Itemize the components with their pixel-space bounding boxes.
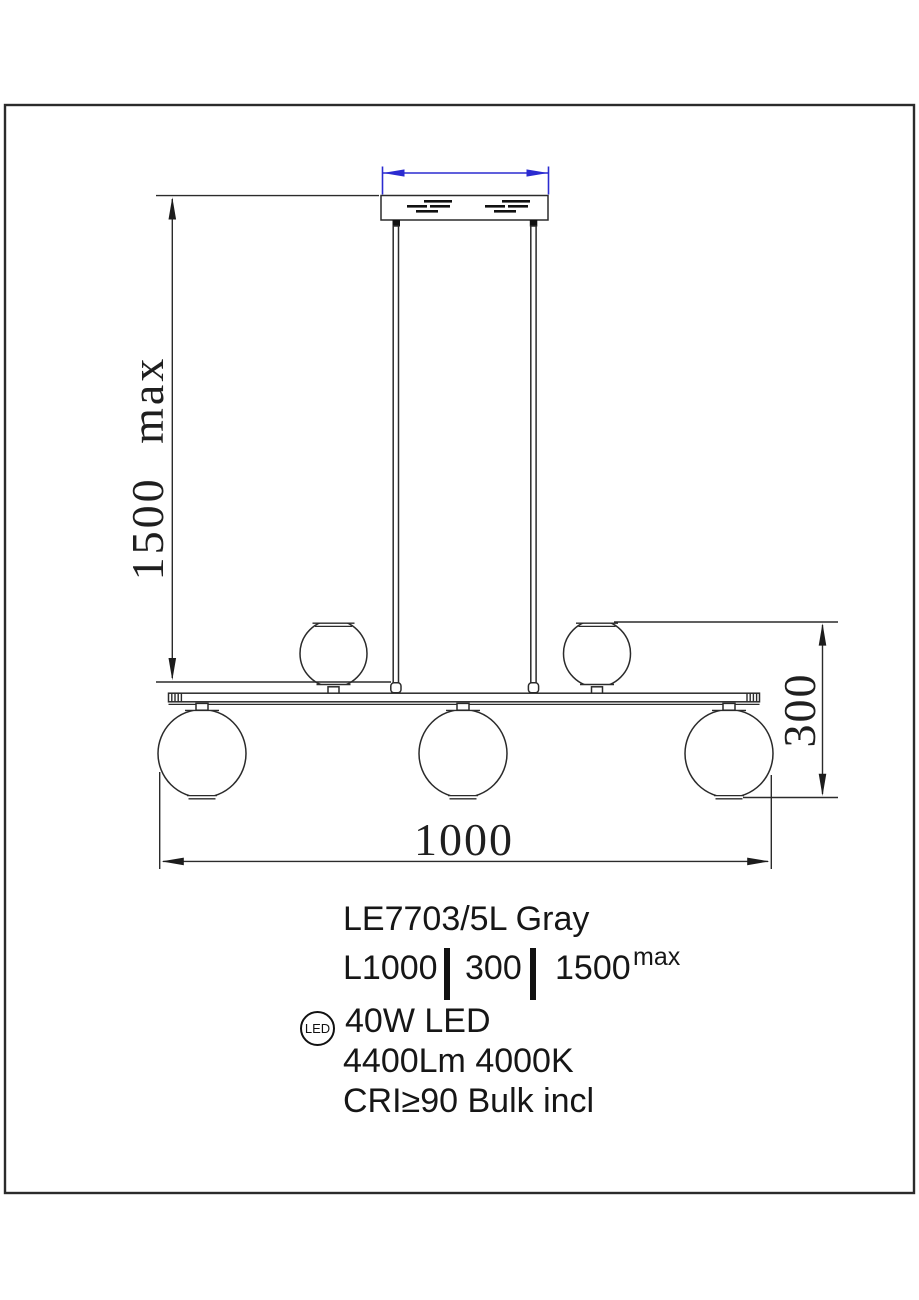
upper-globe-right (562, 617, 632, 694)
canopy-dimension-highlight (383, 167, 549, 195)
led-badge-label: LED (304, 1021, 331, 1036)
dimension-label-length: 1000 (414, 814, 514, 865)
dimension-label-drop: 300 (774, 672, 825, 748)
dim-arrow-left-icon (383, 169, 405, 176)
spec-power: 40W LED (345, 1002, 491, 1040)
dim-arrow-left-icon (162, 858, 184, 866)
lower-globe-right (685, 703, 773, 800)
spec-separator (530, 948, 536, 1000)
led-badge-icon (300, 1011, 335, 1046)
cable-connector-left (391, 683, 401, 693)
lower-globe-left (158, 703, 246, 800)
suspension-cable-left (393, 226, 398, 684)
suspension-cable-right (531, 226, 536, 684)
dim-arrow-up-icon (169, 197, 177, 219)
dim-arrow-down-icon (169, 658, 177, 680)
model-name: LE7703/5L Gray (343, 900, 590, 938)
spec-lumen-temp: 4400Lm 4000K (343, 1042, 574, 1080)
spec-separator (444, 948, 450, 1000)
dimension-label-height: 1500 max (122, 355, 173, 581)
spec-cri-note: CRI≥90 Bulk incl (343, 1082, 595, 1120)
lower-globe-center (419, 703, 507, 800)
dim-arrow-right-icon (747, 858, 769, 866)
spec-size-length: L1000 (343, 949, 438, 987)
dim-arrow-down-icon (819, 774, 827, 796)
spec-size-drop: 300 (465, 949, 522, 987)
dimension-suspension-height (122, 196, 391, 682)
cable-connector-right (528, 683, 538, 693)
ceiling-canopy (381, 196, 548, 227)
dim-arrow-up-icon (819, 623, 827, 645)
spec-size-height: 1500 (555, 949, 631, 987)
dim-arrow-right-icon (527, 169, 549, 176)
spec-size-height-max-superscript: max (633, 943, 681, 971)
